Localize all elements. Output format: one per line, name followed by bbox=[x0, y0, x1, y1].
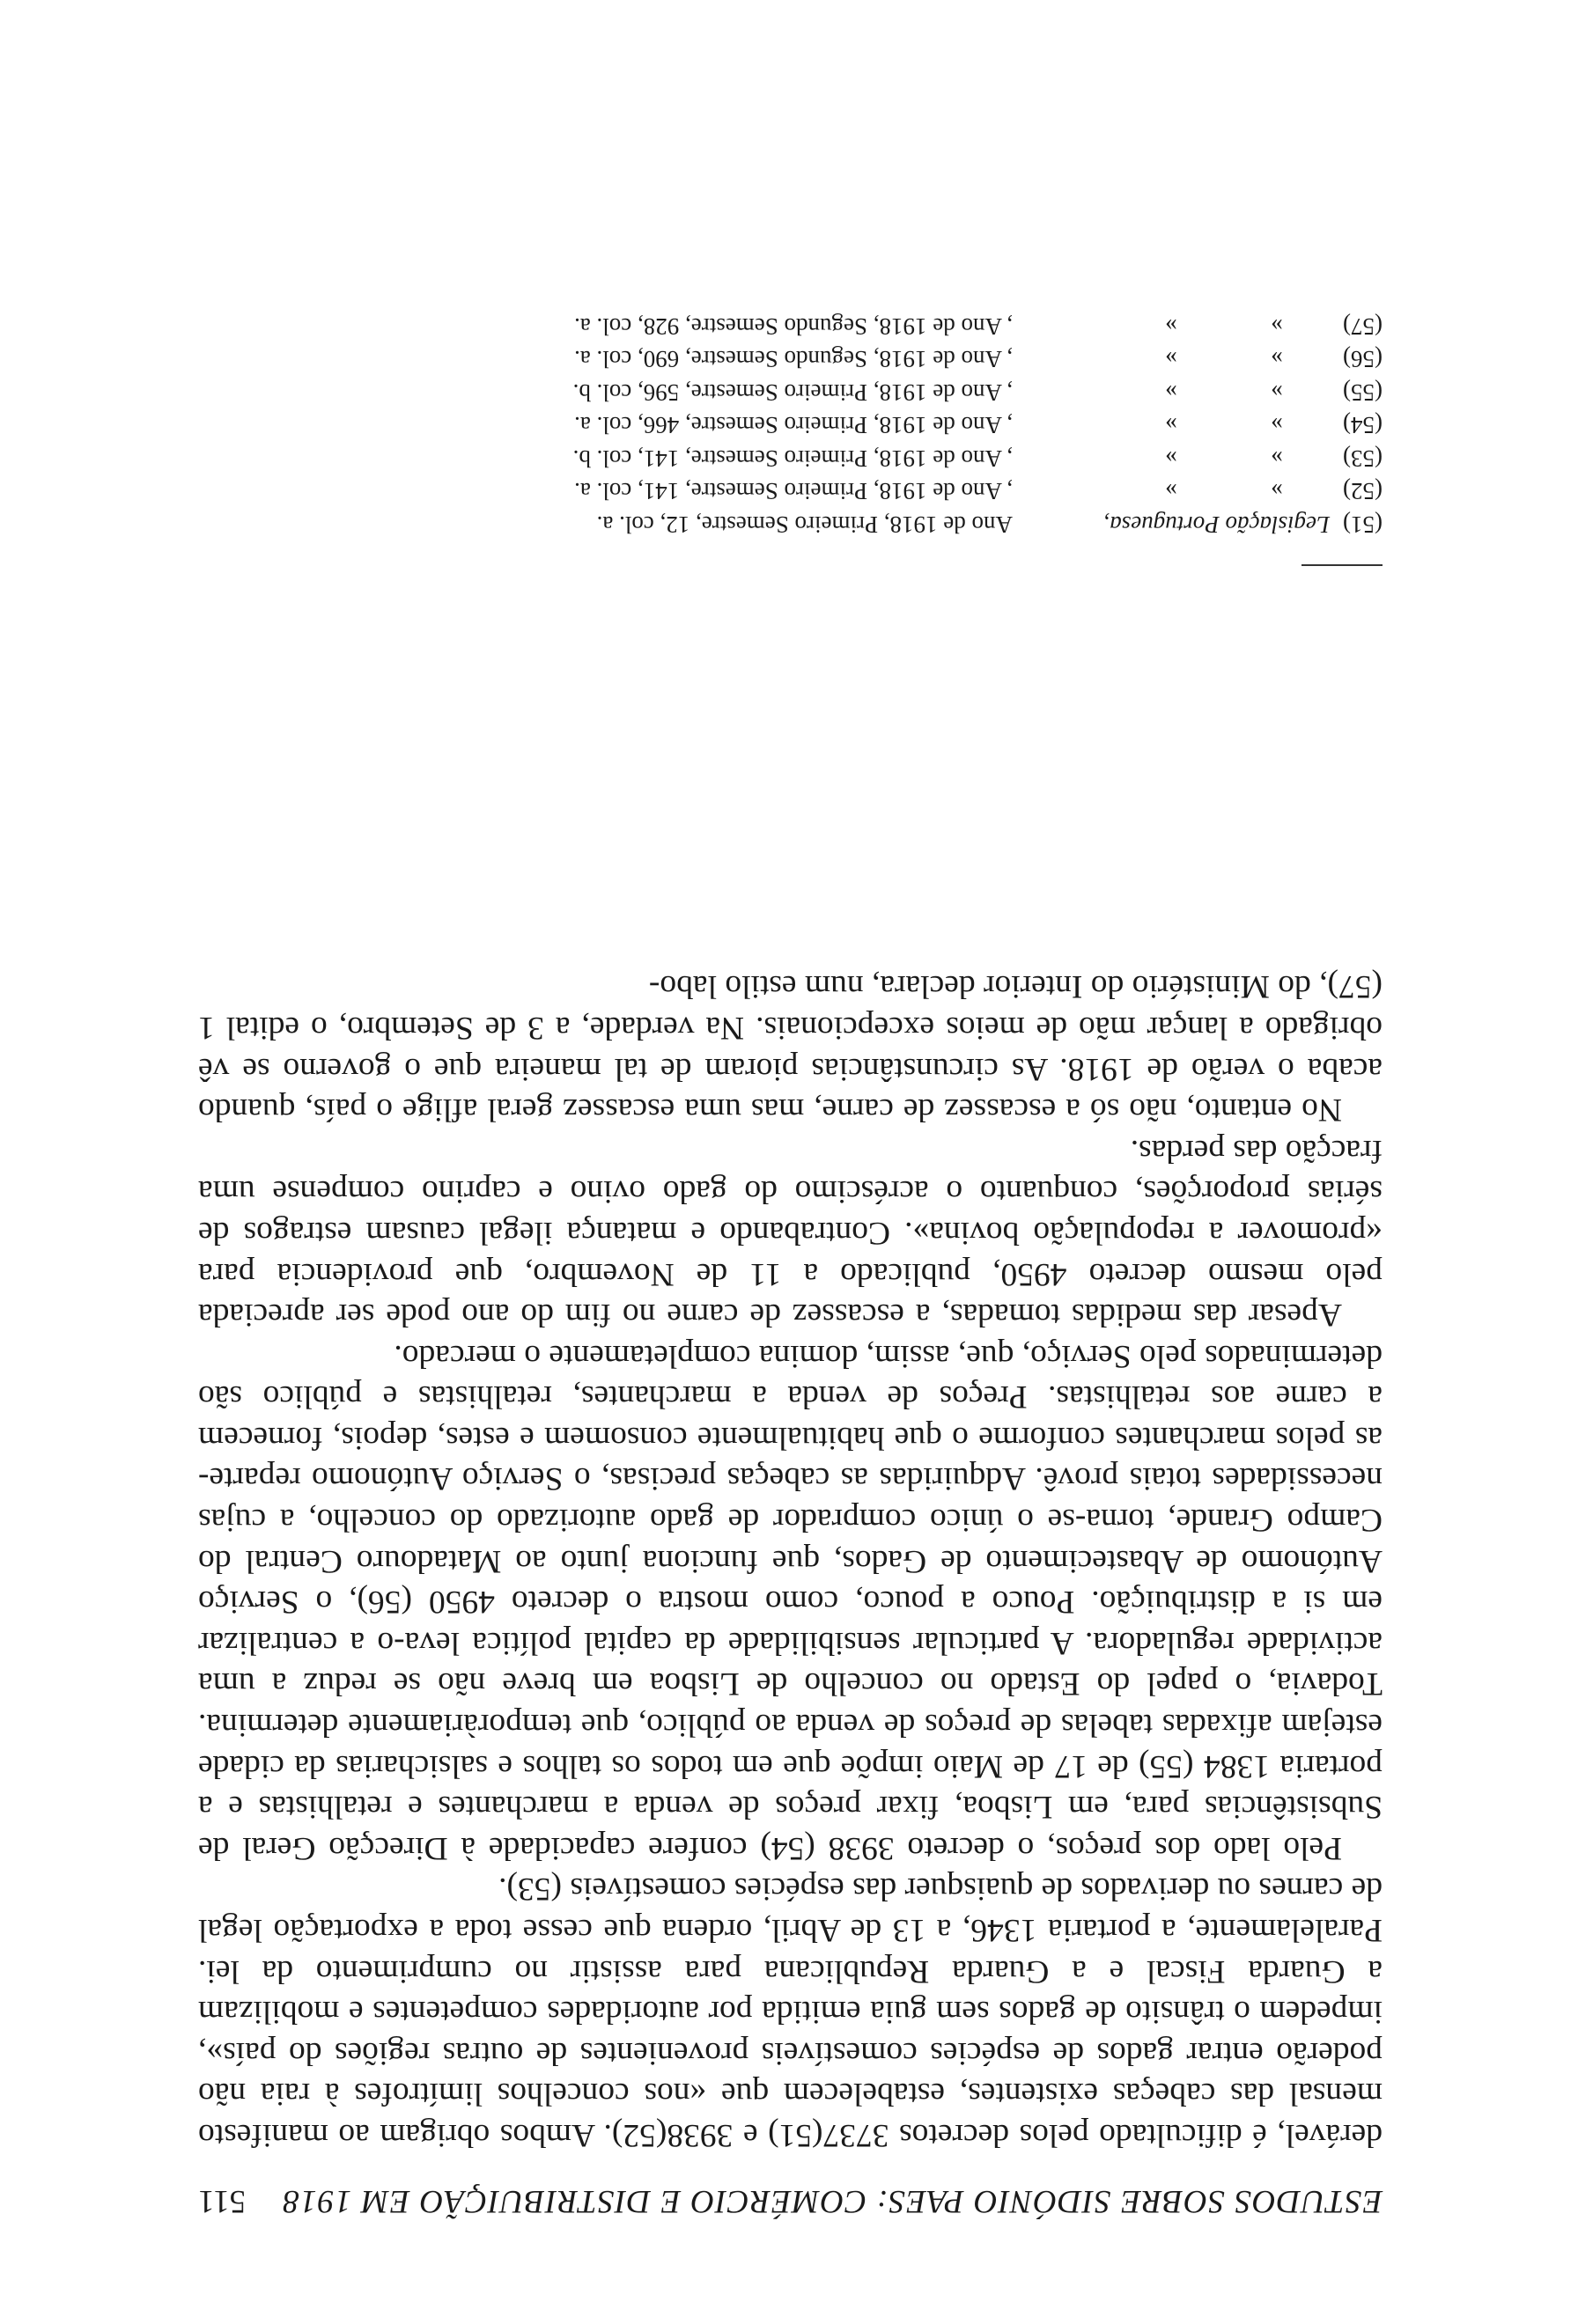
ditto-mark: » bbox=[1271, 412, 1283, 439]
footnote-source: Legislação Portuguesa, bbox=[1103, 511, 1330, 538]
ditto-mark: » bbox=[1271, 445, 1283, 472]
footnote bbox=[198, 376, 1383, 409]
footnote-number: (52) bbox=[1343, 478, 1383, 505]
footnote-reference: , Ano de 1918, Primeiro Semestre, 596, col. b. bbox=[572, 379, 1013, 406]
footnote-reference: , Ano de 1918, Segundo Semestre, 690, col. a. bbox=[574, 346, 1013, 373]
footnote-number: (51) bbox=[1343, 511, 1383, 538]
ditto-mark: » bbox=[1165, 412, 1177, 439]
paragraph-4: No entanto, não só a escassez de carne, mas uma escassez geral aflige o país, quando acaba o verão de 1918. As circunstâncias pioram de tal maneira que o governo se vê obrigado a lançar mão de meios excepcionais. Na verdade, a 3 de Setembro, o edital 1 (57), do Ministério do Interior declara, num estilo labo- bbox=[198, 968, 1383, 1129]
footnote-reference: Ano de 1918, Primeiro Semestre, 12, col. a. bbox=[596, 511, 1013, 538]
footnote bbox=[198, 310, 1383, 343]
running-title: ESTUDOS SOBRE SIDÓNIO PAES: COMÉRCIO E DISTRIBUIÇÃO EM 1918 bbox=[282, 2183, 1383, 2219]
footnote bbox=[198, 474, 1383, 508]
footnote-reference: , Ano de 1918, Primeiro Semestre, 466, col. a. bbox=[574, 412, 1013, 439]
ditto-mark: » bbox=[1271, 478, 1283, 505]
ditto-mark: » bbox=[1271, 313, 1283, 340]
footnote bbox=[198, 508, 1383, 541]
footnote-reference: , Ano de 1918, Segundo Semestre, 928, col. a. bbox=[574, 313, 1013, 340]
ditto-mark: » bbox=[1271, 346, 1283, 373]
paragraph-1: derável, é dificultado pelos decretos 3737(51) e 3938(52). Ambos obrigam ao manifesto mensal das cabeças existentes, estabelecem que «nos concelhos limítrofes à raia não poderão entrar gados de espécies comestíveis provenientes de outras regiões do país», impedem o trânsito de gados sem guia emitida por autoridades competentes e mobilizam a Guarda Fiscal e a Guarda Republicana para assistir no cumprimento da lei. Paralelamente, a portaria 1346, a 13 de Abril, ordena que cesse toda a exportação legal de carnes ou derivados de quaisquer das espécies comestíveis (53). bbox=[198, 1871, 1383, 2153]
running-header bbox=[198, 2182, 1383, 2235]
paragraph-2: Pelo lado dos preços, o decreto 3938 (54) confere capacidade à Direcção Geral de Subsistências para, em Lisboa, fixar preços de venda a marchantes e retalhistas e a portaria 1384 (55) de 17 de Maio impõe que em todos os talhos e salsicharias da cidade estejam afixadas tabelas de preços de venda ao público, que temporàriamente determina. Todavia, o papel do Estado no concelho de Lisboa em breve não se reduz a uma actividade reguladora. A particular sensibilidade da capital política leva-o a centralizar em si a distribuição. Pouco a pouco, como mostra o decreto 4950 (56), o Serviço Autónomo de Abastecimento de Gados, que funciona junto ao Matadouro Central do Campo Grande, torna-se o único comprador de gado autorizado do concelho, a cujas necessidades totais provê. Adquiridas as cabeças precisas, o Serviço Autónomo reparte-as pelos marchantes conforme o que habitualmente consomem e estes, depois, fornecem a carne aos retalhistas. Preços de venda a marchantes, retalhistas e público são determinados pelo Serviço, que, assim, domina completamente o mercado. bbox=[198, 1337, 1383, 1866]
footnote-number: (56) bbox=[1343, 346, 1383, 373]
footnote-separator bbox=[1301, 564, 1383, 566]
footnote-reference: , Ano de 1918, Primeiro Semestre, 141, col. a. bbox=[574, 478, 1013, 505]
ditto-mark: » bbox=[1165, 379, 1177, 406]
ditto-mark: » bbox=[1271, 379, 1283, 406]
footnote-number: (55) bbox=[1343, 379, 1383, 406]
footnotes bbox=[198, 310, 1383, 541]
footnote bbox=[198, 342, 1383, 376]
footnote bbox=[198, 408, 1383, 442]
ditto-mark: » bbox=[1165, 346, 1177, 373]
footnote-number: (54) bbox=[1343, 412, 1383, 439]
ditto-mark: » bbox=[1165, 445, 1177, 472]
footnote-reference: , Ano de 1918, Primeiro Semestre, 141, col. b. bbox=[572, 445, 1013, 472]
footnote-number: (53) bbox=[1343, 445, 1383, 472]
ditto-mark: » bbox=[1165, 478, 1177, 505]
paragraph-3: Apesar das medidas tomadas, a escassez de carne no fim do ano pode ser apreciada pelo mesmo decreto 4950, publicado a 11 de Novembro, que providencia para «promover a repopulação bovina». Contrabando e matança ilegal causam estragos de sérias proporções, conquanto o acréscimo do gado ovino e caprino compense uma fracção das perdas. bbox=[198, 1132, 1383, 1334]
body-text bbox=[198, 966, 1383, 2155]
footnote-number: (57) bbox=[1343, 313, 1383, 340]
footnote bbox=[198, 442, 1383, 475]
ditto-mark: » bbox=[1165, 313, 1177, 340]
page-number: 511 bbox=[198, 2183, 247, 2219]
